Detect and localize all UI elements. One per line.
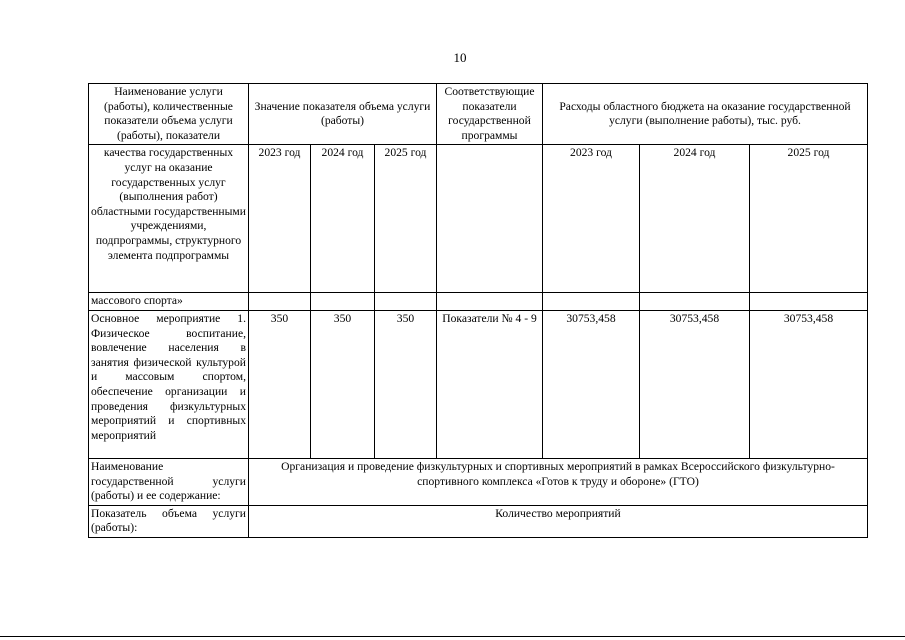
continuation-text: массового спорта» [89,293,249,311]
value-group-header: Значение показателя объема услуги (работы) [249,84,437,145]
service-label: Наименование государственной услуги (работы) и ее содержание: [89,458,249,505]
main-event-name: Основное мероприятие 1. Физическое воспитание, вовлечение населения в занятия физической культурой и массовым спортом, обеспечение организации и проведения физкультурных мероприятий и спортивных мероприятий [89,310,249,458]
value-year-2025: 2025 год [375,145,437,293]
expenses-group-header: Расходы областного бюджета на оказание государственной услуги (выполнение работы), тыс. руб. [543,84,868,145]
program-indicators-header: Соответствующие показатели государственной программы [437,84,543,145]
main-event-value-2023: 350 [249,310,311,458]
main-event-expense-2025: 30753,458 [750,310,868,458]
name-column-header-top: Наименование услуги (работы), количественные показатели объема услуги (работы), показатели [89,84,249,145]
main-event-value-2024: 350 [311,310,375,458]
program-indicators-empty [437,145,543,293]
expense-year-2023: 2023 год [543,145,640,293]
main-event-indicators: Показатели № 4 - 9 [437,310,543,458]
name-column-header-bottom: качества государственных услуг на оказание государственных услуг (выполнения работ) областными государственными учреждениями, подпрограммы, структурного элемента подпрограммы [89,145,249,293]
service-text: Организация и проведение физкультурных и спортивных мероприятий в рамках Всероссийского физкультурно-спортивного комплекса «Готов к труду и обороне» (ГТО) [249,458,868,505]
main-event-expense-2024: 30753,458 [640,310,750,458]
budget-table [88,83,868,538]
expense-year-2024: 2024 год [640,145,750,293]
volume-text: Количество мероприятий [249,505,868,537]
expense-year-2025: 2025 год [750,145,868,293]
value-year-2024: 2024 год [311,145,375,293]
value-year-2023: 2023 год [249,145,311,293]
main-event-value-2025: 350 [375,310,437,458]
page-bottom-border [0,636,905,637]
main-event-expense-2023: 30753,458 [543,310,640,458]
volume-label: Показатель объема услуги (работы): [89,505,249,537]
page-number: 10 [453,50,467,65]
